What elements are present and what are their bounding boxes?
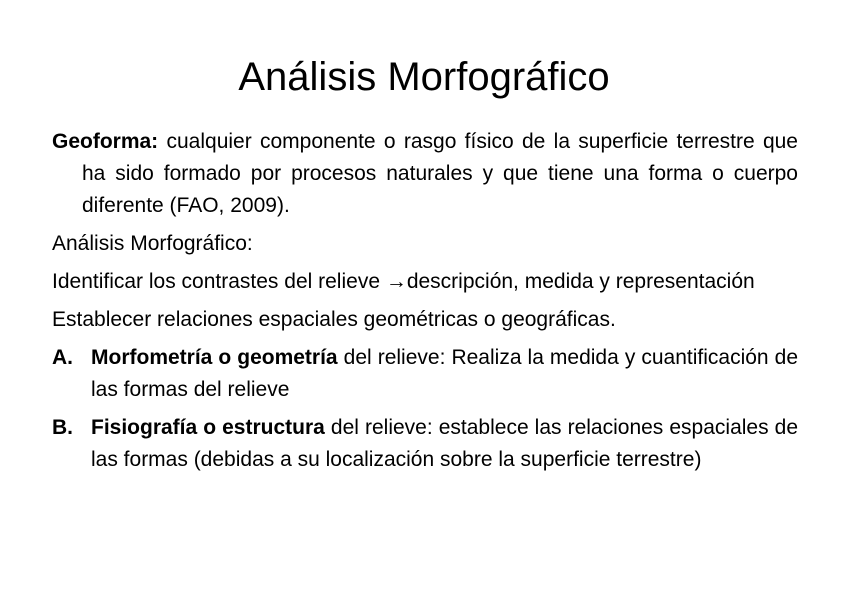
list-marker-a: A.	[52, 346, 73, 369]
geoforma-term: Geoforma:	[52, 130, 159, 153]
geoforma-text: cualquier componente o rasgo físico de la superficie terrestre que ha sido formado por procesos naturales y que tiene una forma o cuerpo diferente (FAO, 2009).	[82, 130, 798, 217]
subheading: Análisis Morfográfico:	[52, 232, 253, 255]
geoforma-definition	[52, 126, 798, 222]
list-term-b: Fisiografía o estructura	[91, 416, 325, 439]
list-text-b: del relieve: establece las relaciones espaciales de las formas (debidas a su localización sobre la superficie terrestre)	[91, 416, 799, 471]
identify-result: descripción, medida y representación	[406, 270, 755, 293]
list-marker-b: B.	[52, 416, 73, 439]
list-text-a: del relieve: Realiza la medida y cuantificación de las formas del relieve	[91, 346, 798, 401]
identify-paragraph	[52, 266, 798, 298]
slide-body	[52, 126, 798, 482]
list-term-a: Morfometría o geometría	[91, 346, 338, 369]
arrow-icon: →	[385, 270, 407, 293]
list-item-b	[52, 412, 798, 476]
page-title: Análisis Morfográfico	[238, 55, 610, 99]
identify-text: Identificar los contrastes del relieve	[52, 270, 386, 293]
establish-paragraph: Establecer relaciones espaciales geométricas o geográficas.	[52, 308, 616, 331]
list-item-a	[52, 342, 798, 406]
